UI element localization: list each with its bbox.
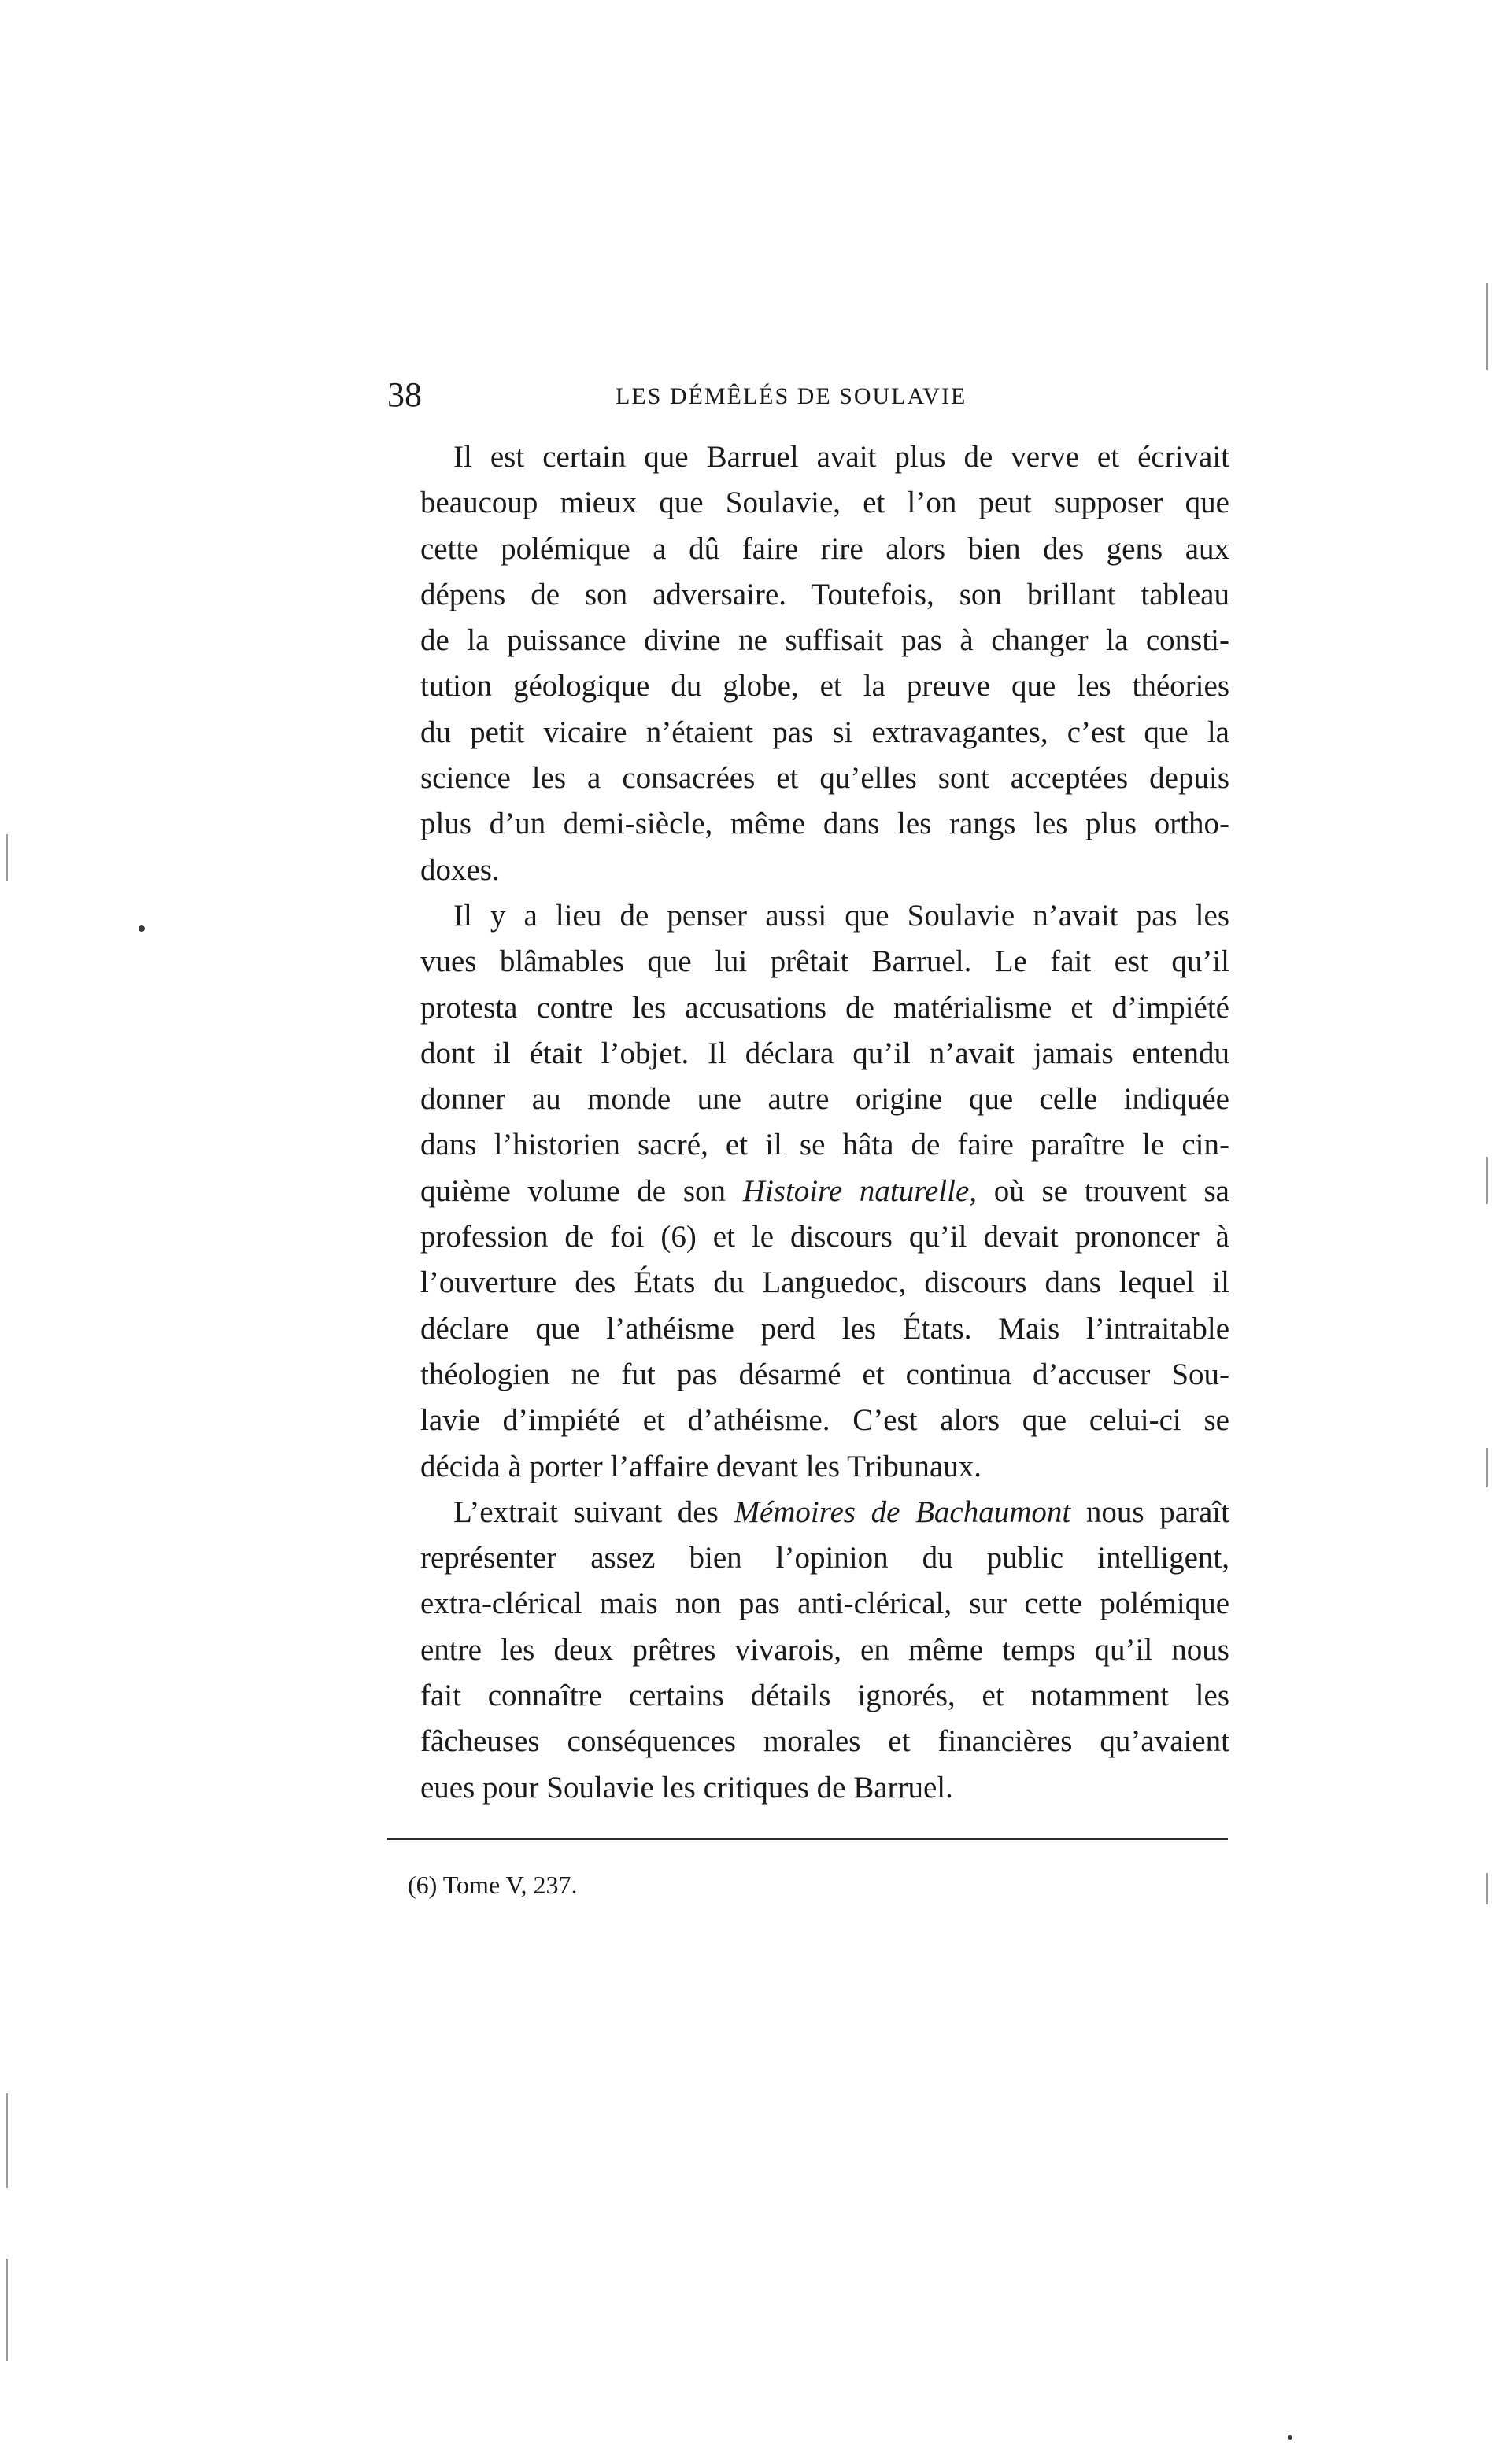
scan-margin-line (6, 834, 8, 881)
text-line: plus d’un demi-siècle, même dans les rangs les plus ortho- (420, 807, 1229, 841)
text-line: de la puissance divine ne suffisait pas à changer la consti- (420, 623, 1229, 658)
text-fragment: nous paraît (1070, 1494, 1229, 1529)
book-title: Mémoires de Bachaumont (734, 1494, 1071, 1529)
text-line: tution géologique du globe, et la preuve que les théories (420, 669, 1229, 704)
paragraph-1 (387, 434, 1229, 893)
text-line-with-title (387, 1490, 1229, 1535)
text-line: vues blâmables que lui prêtait Barruel. Le fait est qu’il (420, 944, 1229, 979)
page-number: 38 (387, 375, 422, 414)
text-line: donner au monde une autre origine que celle indiquée (420, 1082, 1229, 1117)
text-fragment: où se trouvent sa (977, 1173, 1229, 1208)
text-line: dans l’historien sacré, et il se hâta de faire paraître le cin- (420, 1128, 1229, 1162)
text-line: lavie d’impiété et d’athéisme. C’est alors que celui-ci se (420, 1403, 1229, 1438)
scan-margin-line (1486, 1873, 1488, 1904)
text-line: dont il était l’objet. Il déclara qu’il n’avait jamais entendu (420, 1036, 1229, 1070)
text-line: du petit vicaire n’étaient pas si extravagantes, c’est que la (420, 715, 1229, 749)
running-title: LES DÉMÊLÉS DE SOULAVIE (616, 383, 967, 409)
text-line: fait connaître certains détails ignorés, et notamment les (420, 1679, 1229, 1713)
text-line: protesta contre les accusations de matérialisme et d’impiété (420, 990, 1229, 1025)
scan-margin-line (6, 2093, 8, 2188)
scan-speck (1288, 2435, 1292, 2440)
text-line: représenter assez bien l’opinion du public intelligent, (420, 1541, 1229, 1576)
text-fragment: L’extrait suivant des (453, 1494, 734, 1529)
body-text (387, 434, 1229, 1811)
scan-margin-line (1486, 283, 1488, 370)
text-line: eues pour Soulavie les critiques de Barruel. (420, 1770, 953, 1805)
text-line: entre les deux prêtres vivarois, en même temps qu’il nous (420, 1632, 1229, 1667)
paragraph-3 (387, 1490, 1229, 1811)
text-line: profession de foi (6) et le discours qu’il devait prononcer à (420, 1220, 1229, 1254)
text-line: déclare que l’athéisme perd les États. Mais l’intraitable (420, 1311, 1229, 1346)
text-line: science les a consacrées et qu’elles sont acceptées depuis (420, 761, 1229, 796)
text-line: doxes. (420, 852, 500, 887)
scan-speck (139, 925, 145, 932)
text-line: dépens de son adversaire. Toutefois, son brillant tableau (420, 577, 1229, 611)
scan-margin-line (1486, 1448, 1488, 1487)
scan-margin-line (1486, 1157, 1488, 1204)
text-line-with-title (387, 1169, 1229, 1214)
text-fragment: quième volume de son (420, 1173, 743, 1208)
text-line: beaucoup mieux que Soulavie, et l’on peut supposer que (420, 486, 1229, 520)
text-line: théologien ne fut pas désarmé et continua d’accuser Sou- (420, 1357, 1229, 1391)
scan-margin-line (6, 2259, 8, 2361)
text-line: fâcheuses conséquences morales et financières qu’avaient (420, 1724, 1229, 1759)
book-title: Histoire naturelle, (742, 1173, 978, 1208)
text-line: cette polémique a dû faire rire alors bien des gens aux (420, 531, 1229, 566)
text-line: extra-clérical mais non pas anti-clérical, sur cette polémique (420, 1587, 1229, 1621)
footnote-rule (387, 1838, 1228, 1840)
page-header (387, 371, 1237, 419)
footnote: (6) Tome V, 237. (408, 1871, 578, 1899)
text-line: décida à porter l’affaire devant les Tribunaux. (420, 1449, 982, 1483)
text-line: l’ouverture des États du Languedoc, discours dans lequel il (420, 1265, 1229, 1300)
paragraph-2 (387, 893, 1229, 1490)
text-line: Il y a lieu de penser aussi que Soulavie n’avait pas les (453, 898, 1229, 933)
text-line: Il est certain que Barruel avait plus de verve et écrivait (453, 440, 1229, 474)
